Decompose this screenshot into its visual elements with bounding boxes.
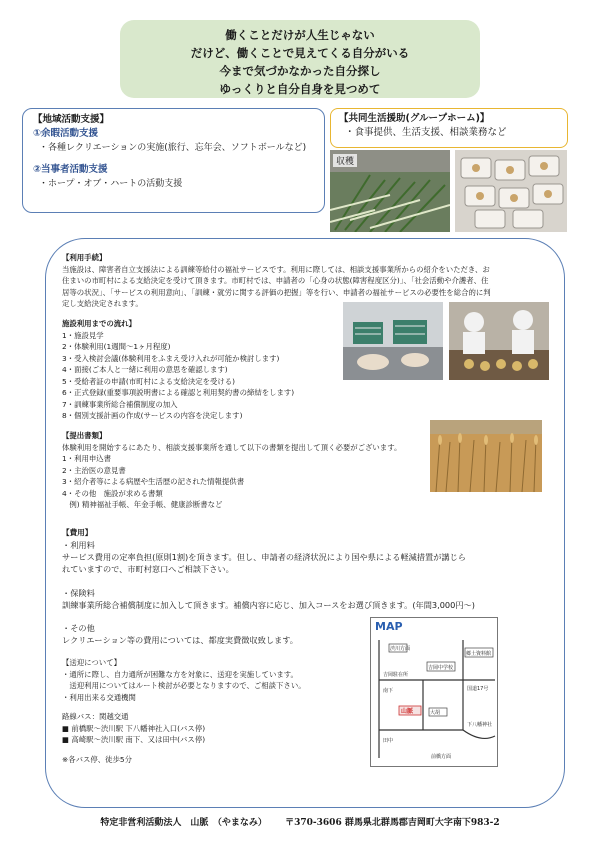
header-line: だけど、働くことで見えてくる自分がいる [190,46,410,60]
costs-title: 【費用】 [62,528,93,537]
flow-step: 6・正式登録(重要事項説明書による確認と利用契約書の締結をします) [62,388,295,397]
flow-step: 2・体験利用(1週間～1ヶ月程度) [62,342,171,351]
usage-line: 居等の状況」、「サービスの利用意向」、「訓練・就労に関する評価の把握」等を行い、申請者の福祉サービスの必要性を総合的に判 [62,287,491,297]
documents-item: 例) 精神福祉手帳、年金手帳、健康診断書など [62,500,223,509]
costs-other-body: レクリエーション等の費用については、都度実費徴収致します。 [62,635,298,645]
header-line: ゆっくりと自分自身を見つめて [219,82,381,96]
map-label-tanaka: 田中 [383,738,394,744]
bus-title: 路線バス：関越交通 [62,712,129,721]
map-label-shibukawa: 渋川方面 [390,646,411,652]
costs-usage-line: れていますので、市町村窓口へご相談下さい。 [62,564,234,574]
documents-item: 2・主治医の意見書 [62,465,126,475]
harvest-photo [330,150,450,232]
flow-step: 1・施設見学 [62,330,104,340]
map-label-route: 国道17号 [467,686,489,692]
bus-note: ※各バス停、徒歩5分 [62,754,133,764]
footer-org: 特定非営利活動法人 山脈 （やまなみ） [100,818,267,828]
access-map [370,617,498,767]
map-label-nanka: 南下 [383,688,394,694]
footer [0,815,600,828]
regional-item1-head: ①余暇活動支援 [33,128,99,139]
group-home-body: ・食事提供、生活支援、相談業務など [345,127,507,138]
transport-line: ・通所に際し、自力通所が困難な方を対象に、送迎を実施しています。 [62,669,298,679]
transport-section [62,657,362,765]
usage-line: 当施設は、障害者自立支援法による訓練等給付の福祉サービスです。利用に際しては、相談支援事業所からの紹介をいただき、お [62,264,490,274]
documents-intro: 体験利用を開始するにあたり、相談支援事業所を通して以下の書類を提出して頂く必要がございます。 [62,442,402,452]
bus-route: ■ 前橋駅～渋川駅 下八幡神社入口(バス停) [62,723,206,733]
header-banner [120,20,480,98]
usage-line: 住まいの市町村による支給決定を受けて頂きます。市町村では、申請者の「心身の状態(障害程度区分)」、「社会活動や介護者、住 [62,276,489,285]
regional-item1-body: ・各種レクリエーションの実施(旅行、忘年会、ソフトボールなど) [39,143,307,153]
usage-line: 定し支給決定されます。 [62,299,143,308]
usage-section [62,252,532,310]
documents-title: 【提出書類】 [62,431,107,440]
map-label-maebashi: 前橋方面 [431,754,452,760]
flow-step: 3・受入検討会議(体験利用をふまえ受け入れが可能か検討します) [62,353,280,363]
regional-item2-body: ・ホープ・オブ・ハートの活動支援 [39,179,183,189]
map-label-school: 吉岡中学校 [428,665,454,671]
bus-route: ■ 高崎駅～渋川駅 南下、又は田中(バス停) [62,735,206,744]
header-line: 働くことだけが人生じゃない [225,28,375,42]
costs-other-head: ・その他 [62,623,95,633]
group-home-box [330,108,568,148]
map-label-hachimangu: 下八幡神社 [467,722,493,728]
transport-line: 送迎利用についてはルート検討が必要となりますので、ご相談下さい。 [62,681,306,690]
flow-step: 8・個別支援計画の作成(サービスの内容を決定します) [62,411,243,420]
transport-title: 【送迎について】 [62,658,121,667]
map-label-library: 郷土資料館 [466,651,492,657]
flow-step: 5・受給者証の申請(市町村による支給決定を受ける) [62,376,236,386]
regional-item2-head: ②当事者活動支援 [33,164,108,175]
harvest-photo-label: 収穫 [336,157,355,167]
header-line: 今まで気づかなかった自分探し [219,64,381,78]
map-label-yamanami: 山脈 [401,708,414,715]
flow-section [62,318,352,422]
food-packs-photo [455,150,567,232]
transport-line: ・利用出来る交通機関 [62,692,136,702]
costs-insurance-head: ・保険料 [62,588,95,598]
map-label-daigo: 大胡 [430,710,441,716]
map-title: MAP [375,620,403,633]
costs-usage-head: ・利用料 [62,540,95,550]
group-home-title: 【共同生活援助(グループホーム)】 [339,113,490,124]
cooking-photo [449,302,549,380]
documents-item: 4・その他 施設が求める書類 [62,488,163,498]
map-label-station: 吉岡駐在所 [383,672,409,678]
wheat-field-photo [430,420,542,492]
documents-item: 1・利用申込書 [62,454,112,463]
costs-insurance-body: 訓練事業所総合補償制度に加入して頂きます。補償内容に応じ、加入コースをお選び頂きます。(年間3,000円～) [62,600,475,610]
flow-title: 施設利用までの流れ】 [62,319,136,328]
flow-step: 4・面接(ご本人と一緒に利用の意思を確認します) [62,365,228,374]
costs-usage-line: サービス費用の定率負担(原則1割)を頂きます。但し、申請者の経済状況により国や県による軽減措置が講じら [62,552,466,562]
documents-section [62,430,462,511]
documents-item: 3・紹介者等による病歴や生活歴の記された情報提供書 [62,477,245,486]
flow-step: 7・訓練事業所総合補償制度の加入 [62,399,178,409]
regional-support-box [22,108,325,213]
assembly-work-photo [343,302,443,380]
usage-title: 【利用手続】 [62,253,107,262]
footer-address: 〒370-3606 群馬県北群馬郡吉岡町大字南下983-2 [285,818,500,828]
regional-title: 【地域活動支援】 [33,114,110,125]
